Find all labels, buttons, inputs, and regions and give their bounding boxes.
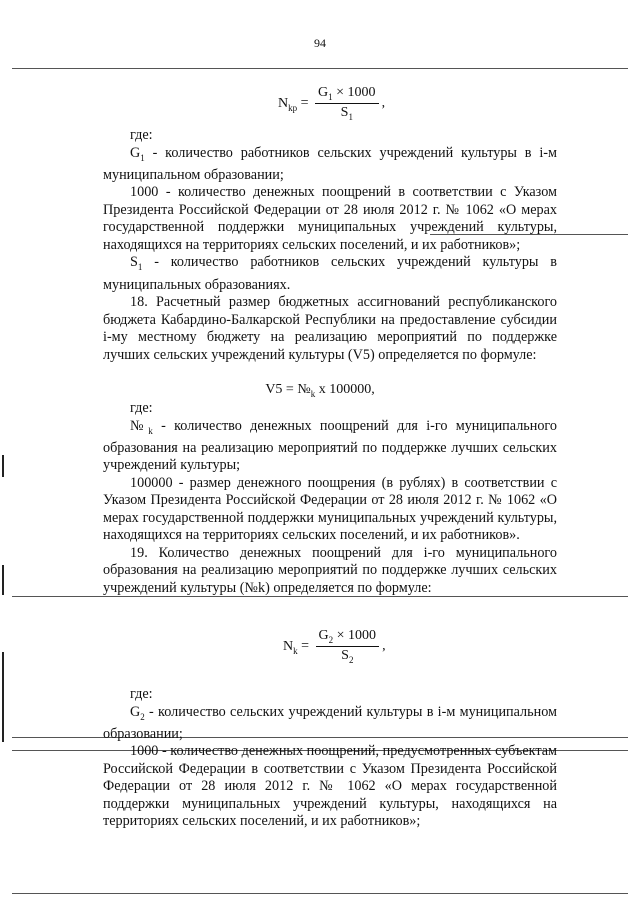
label-gde: где: [130, 686, 153, 702]
paragraph-19: 19. Количество денежных поощрений для i-го муниципального образования на реализацию мероприятий по поддержке лучших сельских учреждений культуры (№k) определяется по формуле: [103, 544, 557, 596]
text-block-2 [103, 400, 557, 597]
label-gde: где: [130, 127, 153, 143]
definition-1000-subjects: 1000 - количество денежных поощрений, предусмотренных субъектам Российской Федерации в соответствии с Указом Президента Российской Федерации от 28 июля 2012 г. № 1062 «О мерах государственной поддержки муниципальных учреждений культуры, находящихся на территориях сельских поселений, и их работников»; [103, 743, 557, 830]
scan-edge-mark [2, 455, 4, 477]
definition-g1: $G_1$ - количество работников сельских учреждений культуры в i-м муниципальном образовании; [103, 144, 557, 183]
text-block-3 [103, 686, 557, 831]
paragraph-18: 18. Расчетный размер бюджетных ассигнований республиканского бюджета Кабардино-Балкарской Республики на предоставление субсидии i-му местному бюджету на реализацию мероприятий по поддержке лучших сельских учреждений культуры (V5) определяется по формуле: [103, 294, 557, 363]
definition-100000: 100000 - размер денежного поощрения (в рублях) в соответствии с Указом Президента Российской Федерации от 28 июля 2012 г. № 1062 «О мерах государственной поддержки муниципальных учреждений культуры, находящихся на территориях сельских поселений, и их работников». [103, 474, 557, 544]
formula-fraction: $\frac{G_2 \times 1000}{S_2}$ [316, 628, 380, 665]
definition-s1: $S_1$ - количество работников сельских учреждений культуры в муниципальных образованиях. [103, 254, 557, 293]
scan-line [12, 893, 628, 894]
definition-nk: $№_k$ - количество денежных поощрений для i-го муниципального образования на реализацию мероприятий по поддержке лучших сельских учреждений культуры; [103, 417, 557, 474]
scan-edge-mark [2, 652, 4, 742]
formula-v5: $V5 = №_k$ x 100000, [265, 382, 375, 399]
definition-1000: 1000 - количество денежных поощрений в соответствии с Указом Президента Российской Федерации от 28 июля 2012 г. № 1062 «О мерах государственной поддержки муниципальных учреждений культуры, находящихся на территориях сельских поселений, и их работников»; [103, 184, 557, 253]
formula-nkp: $N_{kp}$ = $\frac{G_1 \times 1000}{S_1}$ , [278, 85, 386, 122]
page-number: 94 [314, 36, 326, 50]
scan-edge-mark [2, 565, 4, 595]
label-gde: где: [130, 400, 153, 416]
formula-lhs: $N_{kp}$ [278, 95, 298, 113]
scan-line [12, 68, 628, 69]
formula-lhs: $N_k$ [283, 638, 298, 656]
definition-g2: $G_2$ - количество сельских учреждений культуры в i-м муниципальном образовании; [103, 703, 557, 742]
formula-nk: $N_k$ = $\frac{G_2 \times 1000}{S_2}$ , [283, 628, 386, 665]
text-block-1 [103, 127, 557, 364]
formula-fraction: $\frac{G_1 \times 1000}{S_1}$ [315, 85, 379, 122]
